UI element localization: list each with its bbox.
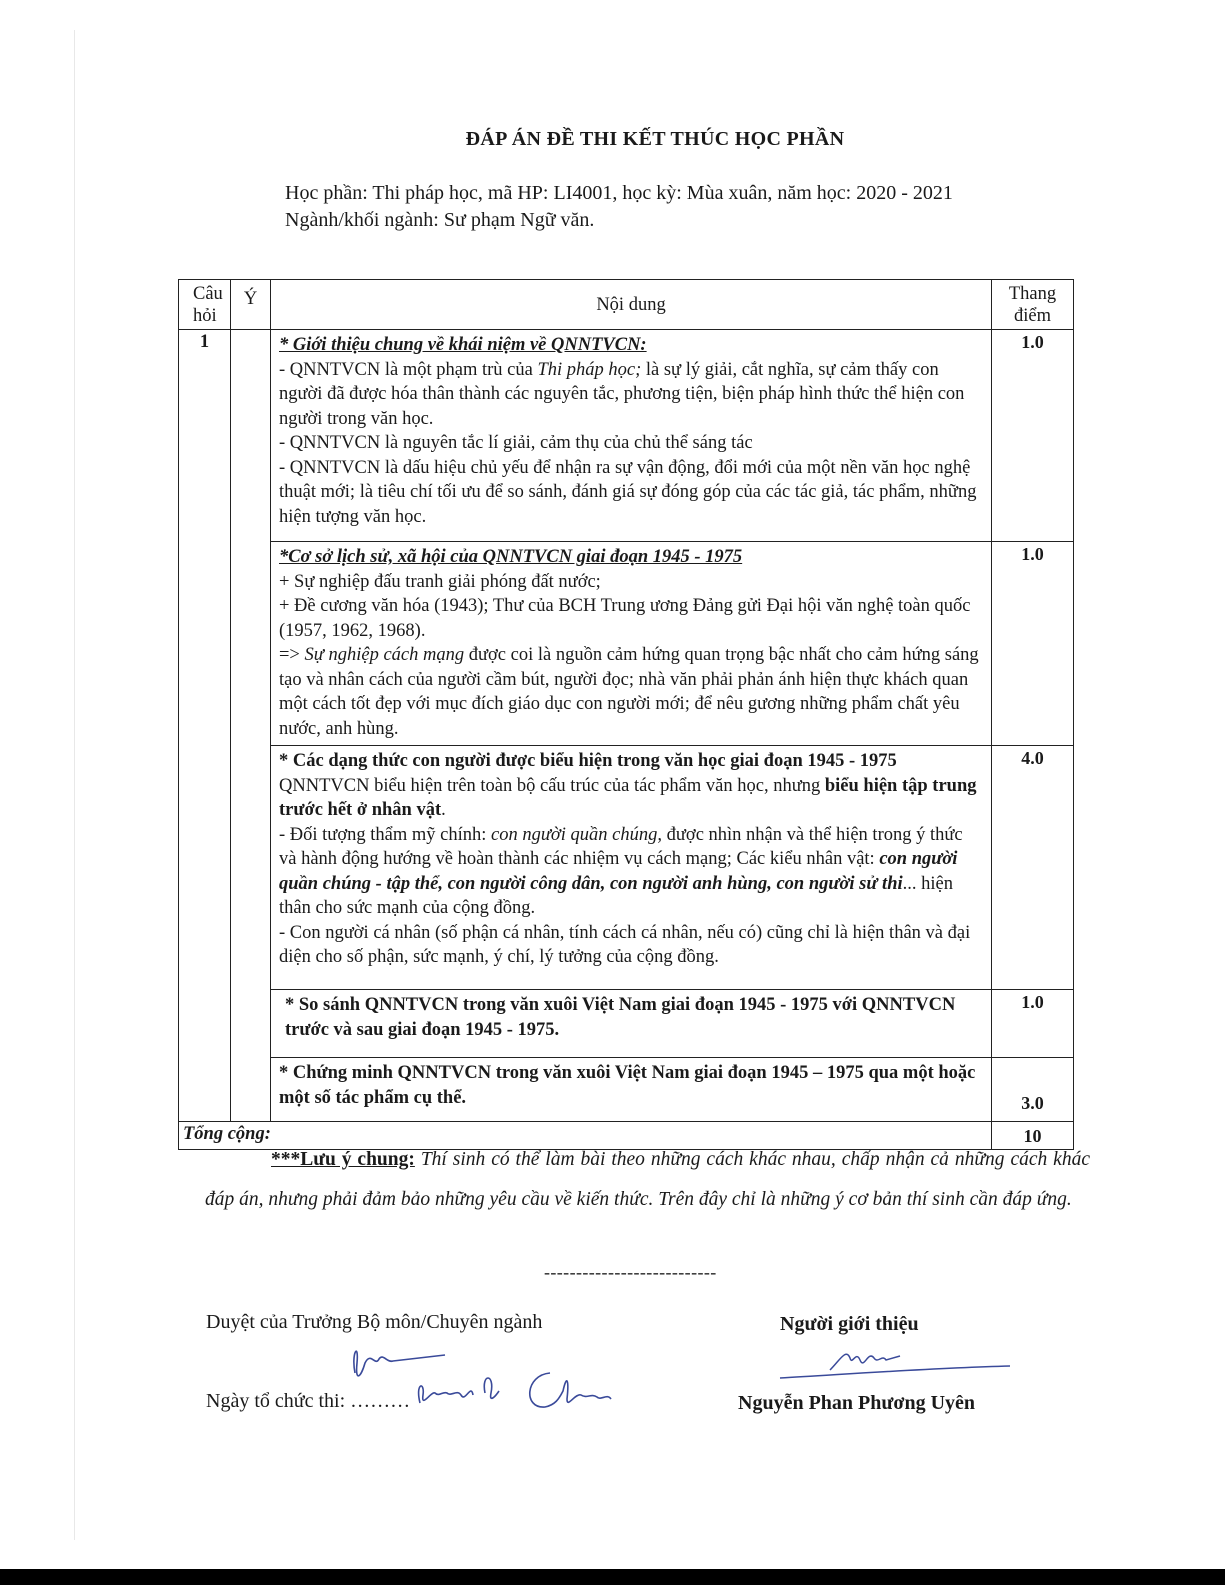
content-cell	[271, 746, 992, 990]
table-row	[179, 746, 1074, 990]
row-paragraph: - QNNTVCN là một phạm trù của Thi pháp học; là sự lý giải, cắt nghĩa, sự cảm thấy con người đã được hóa thân thành các nguyên tắc, phương tiện, biện pháp hình thức thể hiện con người trong văn học.	[279, 359, 965, 429]
row-heading: * Giới thiệu chung về khái niệm về QNNTVCN:	[279, 335, 647, 355]
row-paragraph: - QNNTVCN là nguyên tắc lí giải, cảm thụ của chủ thể sáng tác	[279, 433, 753, 453]
row-heading: *Cơ sở lịch sử, xã hội của QNNTVCN giai đoạn 1945 - 1975	[279, 547, 743, 567]
row-paragraph: - QNNTVCN là dấu hiệu chủ yếu để nhận ra sự vận động, đổi mới của một nền văn học nghệ thuật mới; là tiêu chí tối ưu để so sánh, đánh giá sự đóng góp của các tác giả, tác phẩm, những hiện tượng văn học.	[279, 457, 977, 527]
header-question: Câu hỏi	[179, 280, 231, 330]
header-idea: Ý	[231, 280, 271, 330]
handwritten-signature-right	[770, 1340, 1020, 1390]
header-content: Nội dung	[271, 280, 992, 330]
score-cell: 3.0	[992, 1058, 1074, 1122]
approval-title: Duyệt của Trưởng Bộ môn/Chuyên ngành	[206, 1311, 543, 1333]
note-label: ***Lưu ý chung:	[271, 1149, 415, 1170]
content-cell	[271, 990, 992, 1058]
document-title: ĐÁP ÁN ĐỀ THI KẾT THÚC HỌC PHẦN	[465, 128, 845, 150]
total-label: Tổng cộng:	[179, 1122, 992, 1150]
scan-edge	[74, 30, 75, 1540]
presenter-title: Người giới thiệu	[780, 1313, 919, 1335]
score-cell: 1.0	[992, 990, 1074, 1058]
score-cell: 1.0	[992, 330, 1074, 542]
table-row	[179, 542, 1074, 746]
table-row	[179, 1058, 1074, 1122]
table-row	[179, 330, 1074, 542]
content-cell	[271, 330, 992, 542]
content-cell	[271, 1058, 992, 1122]
scan-border	[0, 1569, 1225, 1585]
handwritten-signature-left	[345, 1333, 625, 1423]
content-cell	[271, 542, 992, 746]
row-paragraph: QNNTVCN biểu hiện trên toàn bộ cấu trúc của tác phẩm văn học, nhưng biểu hiện tập trung trước hết ở nhân vật.	[279, 775, 977, 820]
row-paragraph: - Con người cá nhân (số phận cá nhân, tính cách cá nhân, nếu có) cũng chỉ là hiện thân và đại diện cho số phận, sức mạnh, ý chí, lý tưởng của cộng đồng.	[279, 922, 971, 967]
total-score: 10	[992, 1122, 1074, 1150]
course-line: Học phần: Thi pháp học, mã HP: LI4001, học kỳ: Mùa xuân, năm học: 2020 - 2021	[285, 182, 953, 204]
idea-cell	[231, 330, 271, 1122]
presenter-name: Nguyễn Phan Phương Uyên	[738, 1392, 976, 1414]
row-paragraph: => Sự nghiệp cách mạng được coi là nguồn cảm hứng quan trọng bậc nhất cho cảm hứng sáng tạo và nhân cách của người cầm bút, người đọc; nhà văn phải phản ánh hiện thực khách quan một cách tốt đẹp với mục đích giáo dục con người mới; để nêu gương những phẩm chất yêu nước, anh hùng.	[279, 645, 979, 739]
table-header-row	[179, 280, 1074, 330]
handwritten-name: Nguyễn Thị Chính	[345, 1333, 353, 1334]
table-row	[179, 990, 1074, 1058]
row-heading: * Chứng minh QNNTVCN trong văn xuôi Việt Nam giai đoạn 1945 – 1975 qua một hoặc một số tác phẩm cụ thể.	[279, 1063, 976, 1108]
row-paragraph: - Đối tượng thẩm mỹ chính: con người quần chúng, được nhìn nhận và thể hiện trong ý thức và hành động hướng về hoàn thành các nhiệm vụ cách mạng; Các kiểu nhân vật: con người quần chúng - tập thể, con người công dân, con người anh hùng, con người sử thi... hiện thân cho sức mạnh của cộng đồng.	[279, 824, 963, 918]
course-info	[285, 180, 953, 234]
row-heading: * Các dạng thức con người được biểu hiện trong văn học giai đoạn 1945 - 1975	[279, 751, 897, 771]
score-cell: 4.0	[992, 746, 1074, 990]
major-line: Ngành/khối ngành: Sư phạm Ngữ văn.	[285, 209, 595, 231]
note-text: Thí sinh có thể làm bài theo những cách khác nhau, chấp nhận cả những cách khác đáp án, nhưng phải đảm bảo những yêu cầu về kiến thức. Trên đây chỉ là những ý cơ bản thí sinh cần đáp ứng.	[205, 1149, 1090, 1210]
answer-table	[178, 279, 1074, 1150]
general-note	[205, 1140, 1090, 1220]
row-paragraph: + Sự nghiệp đấu tranh giải phóng đất nước;	[279, 571, 601, 592]
separator-line: ---------------------------	[544, 1262, 717, 1282]
score-cell: 1.0	[992, 542, 1074, 746]
row-heading: * So sánh QNNTVCN trong văn xuôi Việt Nam giai đoạn 1945 - 1975 với QNNTVCN trước và sau giai đoạn 1945 - 1975.	[285, 995, 956, 1040]
row-paragraph: + Đề cương văn hóa (1943); Thư của BCH Trung ương Đảng gửi Đại hội văn nghệ toàn quốc (1957, 1962, 1968).	[279, 596, 971, 641]
question-number: 1	[179, 330, 231, 1122]
header-score: Thang điểm	[992, 280, 1074, 330]
exam-date-label: Ngày tổ chức thi: ………	[206, 1390, 411, 1412]
